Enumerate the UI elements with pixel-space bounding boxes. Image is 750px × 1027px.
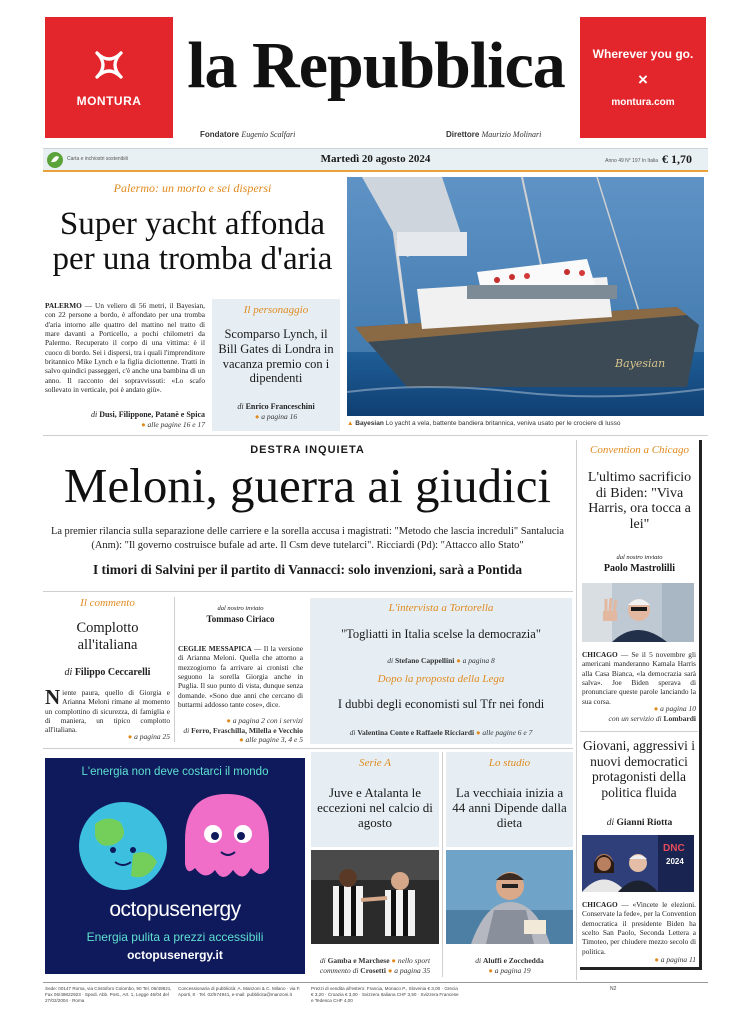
main-standfirst: La premier rilancia sulla separazione delle carriere e la sorella accusa i magistrati: "Metodo che lascia increduli" Santalucia (Anm): "Il governo costruisce bufale ad arte. Il Csm deve tutelarci". Ricciardi (Pd): "Attacco allo Stato"	[50, 526, 565, 551]
sport-headline[interactable]: Juve e Atalanta le eccezioni nel calcio di agosto	[317, 785, 433, 830]
divider-bottom-mid	[442, 752, 443, 977]
ciriaco-body: CEGLIE MESSAPICA — Il la versione di Arianna Meloni. Quella che attorno a mezzogiorno fa arrivare ai cronisti che seguono la sorella Giorgia anche in Puglia. Il suo punto di vista, dunque senza domande. «Sono due anni che cercano di buttarmi addosso tante cose», dice.	[178, 644, 303, 709]
right-ad-url: montura.com	[611, 97, 675, 108]
yacht-image	[347, 177, 704, 416]
octopus-brand: octopusenergy	[109, 898, 241, 921]
lead-kicker: Palermo: un morto e sei dispersi	[113, 181, 272, 195]
octopus-illustration	[45, 784, 305, 904]
sport-photo[interactable]	[311, 850, 439, 944]
yacht-name: Bayesian	[615, 357, 666, 370]
chicago-ref[interactable]: ● a pagina 10	[653, 704, 696, 713]
main-kicker: DESTRA INQUIETA	[250, 444, 365, 456]
octopus-tagline: Energia pulita a prezzi accessibili	[86, 930, 264, 944]
studio-headline[interactable]: La vecchiaia inizia a 44 anni Dipende dalla dieta	[452, 785, 567, 830]
divider-right	[576, 440, 577, 980]
montura-logo-icon	[89, 45, 129, 85]
studio-ref[interactable]: ● a pagina 19	[488, 966, 531, 975]
left-header-ad[interactable]	[45, 17, 173, 138]
studio-kicker: Lo studio	[488, 757, 531, 769]
main-headline[interactable]: Meloni, guerra ai giudici	[63, 458, 552, 513]
montura-brand: MONTURA	[76, 94, 142, 108]
yacht-caption: ▲ Bayesian Lo yacht a vela, battente bandiera britannica, veniva usato per le crociere di lusso	[347, 420, 621, 427]
footer-col1: Sede: 00147 Roma, via Cristoforo Colombo, 90 Tel. 06/49821, Fax 06/49822923 · Spedi. Abb. Post., Art. 1, Legge 46/04 del 27/02/2004 · Roma	[45, 986, 172, 1004]
chicago-headline[interactable]: L'ultimo sacrificio di Biden: "Viva Harris, ora tocca a lei"	[587, 470, 692, 533]
founder-line: Fondatore Eugenio Scalfari	[200, 130, 296, 139]
commento-kicker: Il commento	[80, 597, 135, 609]
lead-ref[interactable]: ● alle pagine 16 e 17	[141, 420, 205, 429]
ciriaco-authors-ref[interactable]: ● alle pagine 3, 4 e 5	[239, 735, 303, 744]
tortorella-author: di Stefano Cappellini ● a pagina 8	[387, 656, 495, 665]
biden-photo[interactable]	[582, 583, 694, 642]
chicago-body: CHICAGO — Se il 5 novembre gli americani manderanno Kamala Harris alla Casa Bianca, «la democrazia sarà salva». Joe Biden sperava di pronunciare queste parole lanciando la sua corsa.	[582, 650, 696, 706]
director-line: Direttore Maurizio Molinari	[446, 130, 542, 139]
chicago-kicker: Convention a Chicago	[590, 444, 689, 456]
harris-photo[interactable]	[582, 835, 694, 892]
studio-photo[interactable]	[446, 850, 573, 944]
main-subhead[interactable]: I timori di Salvini per il partito di Vannacci: solo invenzioni, sarà a Pontida	[92, 562, 523, 577]
ciriaco-name: Tommaso Ciriaco	[206, 614, 275, 624]
sport-ref[interactable]: commento di Crosetti ● a pagina 35	[319, 966, 431, 975]
tortorella-headline[interactable]: "Togliatti in Italia scelse la democrazia"	[341, 627, 541, 641]
commento-body: Niente paura, quello di Giorgia e Arianna Meloni rimane al momento un complottino di sicurezza, di famiglia e di maniera, un tipico complotto all'italiana.	[45, 685, 170, 735]
issue-price: € 1,70	[662, 152, 692, 166]
studio-image	[446, 850, 573, 944]
riotta-body: CHICAGO — «Vincete le elezioni. Conservate la fede», per la Convention democratica il presidente Biden ha scelto San Paolo, Seconda Lettera a Timoteo, per chiudere mezzo secolo di politica.	[582, 900, 696, 956]
lynch-kicker: Il personaggio	[243, 304, 309, 316]
lead-headline[interactable]: Super yacht affonda per una tromba d'aria	[52, 206, 333, 277]
tfr-headline[interactable]: I dubbi degli economisti sul Tfr nei fondi	[337, 697, 545, 711]
lynch-ref[interactable]: ● a pagina 16	[254, 412, 298, 421]
right-ad-x: ×	[638, 70, 648, 89]
ciriaco-ref[interactable]: ● a pagina 2 con i servizi	[226, 716, 303, 725]
divider-right-mid	[580, 731, 698, 732]
octopus-ad[interactable]	[45, 758, 305, 974]
footer-col2: Concessionaria di pubblicità: A. Manzoni & C. Milano · via F. Aporti, 8 · Tel. 02/574941, e-mail: pubblicita@manzoni.it	[178, 986, 301, 998]
studio-authors: di Aluffi e Zocchedda	[475, 956, 544, 965]
tortorella-kicker: L'intervista a Tortorella	[388, 602, 494, 614]
date-band	[43, 148, 708, 172]
lead-body: PALERMO — Un veliero di 56 metri, il Bayesian, con 22 persone a bordo, è affondato per una tromba d'aria intorno alle quattro del mattino nel tratto di mare davanti a Porticello, a pochi chilometri da Palermo. Recuperato il corpo di una vittima: è il cuoco di bordo. Sei i dispersi, tra i quali l'imprenditore britannico Mike Lynch e la figlia diciottenne. Tratti in salvo quindici passeggeri, c'è anche una bambina di un anno. Il racconto dei sopravvissuti: «Lo scafo sollevato in verticale, poi è andato giù».	[45, 301, 205, 394]
divider-lower	[43, 748, 573, 749]
lead-authors: di Dusi, Filippone, Patanè e Spica	[90, 410, 205, 419]
riotta-author: di Gianni Riotta	[606, 818, 673, 828]
ciriaco-authors: di Ferro, Fraschilla, Milella e Vecchio	[183, 726, 303, 735]
lynch-author: di Enrico Franceschini	[237, 402, 315, 411]
footer-page-num: N2	[610, 986, 617, 992]
footer-col3: Prezzi di vendita all'estero: Francia, Monaco P., Slovenia € 3,00 · Grecia € 3,20 · Croazia € 3,00 · Svizzera Italiana CHF 3,50 · Svizzera Francese e Tedesca CHF 4,00	[311, 986, 459, 1004]
issue-date: Martedì 20 agosto 2024	[320, 153, 431, 165]
commento-headline[interactable]: Complotto all'italiana	[76, 620, 139, 653]
masthead[interactable]: la Repubblica	[187, 29, 565, 102]
lynch-headline[interactable]: Scomparso Lynch, il Bill Gates di Londra in vacanza premio con i dipendenti	[218, 327, 334, 386]
octopus-ad-headline: L'energia non deve costarci il mondo	[81, 766, 269, 778]
yacht-photo[interactable]	[347, 177, 704, 416]
biden-image	[582, 583, 694, 642]
eco-text: Carta e inchiostri sostenibili	[67, 156, 128, 162]
ciriaco-label: dal nostro inviato	[217, 605, 264, 612]
divider-col1	[174, 597, 175, 742]
chicago-author: Paolo Mastrolilli	[603, 563, 676, 574]
octopus-url: octopusenergy.it	[127, 948, 223, 962]
tfr-author: di Valentina Conte e Raffaele Ricciardi ● alle pagine 6 e 7	[349, 728, 533, 737]
dnc-year: 2024	[666, 857, 684, 866]
right-header-ad[interactable]	[580, 17, 706, 138]
commento-dropcap: N	[45, 685, 61, 709]
divider-lead	[43, 435, 708, 436]
tortorella-panel	[310, 598, 572, 744]
sport-kicker: Serie A	[359, 757, 391, 769]
commento-author: di Filippo Ceccarelli	[64, 667, 151, 678]
price-note: Anno 49 N° 197 In Italia	[605, 158, 658, 164]
chicago-ref-note: con un servizio di Lombardi	[608, 714, 696, 723]
divider-main	[43, 591, 573, 592]
tfr-kicker: Dopo la proposta della Lega	[377, 673, 505, 685]
dnc-badge: DNC	[663, 843, 685, 854]
sport-authors: di Gamba e Marchese ● nello sport	[319, 956, 431, 965]
right-ad-tagline: Wherever you go.	[592, 47, 694, 61]
riotta-headline[interactable]: Giovani, aggressivi i nuovi democratici protagonisti della politica fluida	[582, 738, 696, 800]
divider-footer	[43, 982, 708, 983]
chicago-label: dal nostro inviato	[616, 554, 663, 561]
sport-image	[311, 850, 439, 944]
commento-ref[interactable]: ● a pagina 25	[127, 732, 170, 741]
riotta-ref[interactable]: ● a pagina 11	[654, 955, 696, 964]
